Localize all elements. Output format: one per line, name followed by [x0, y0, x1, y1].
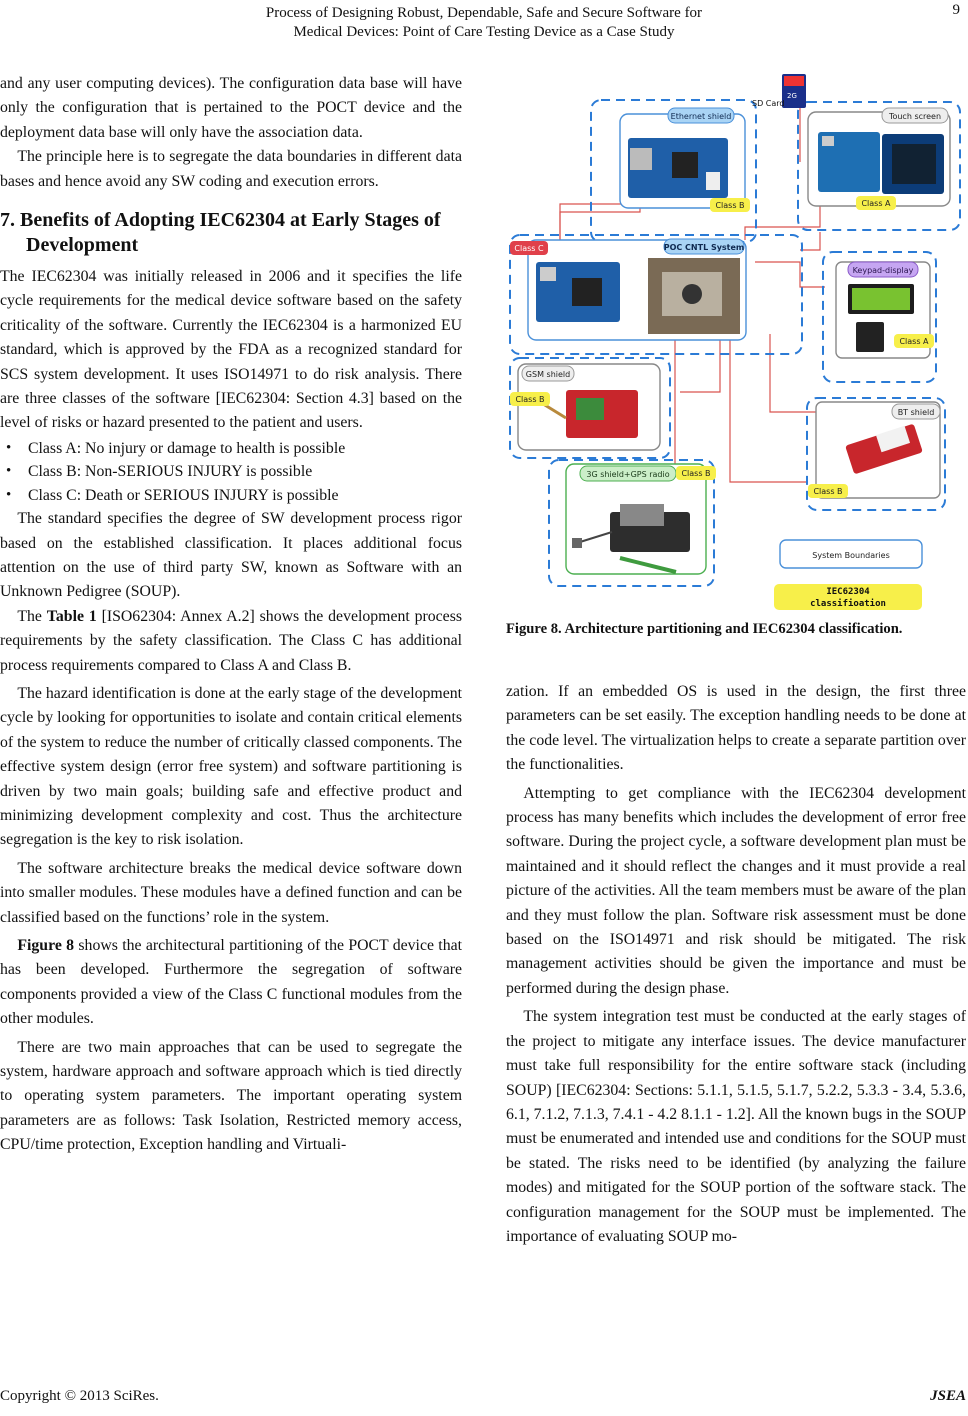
tag-3g: 3G shield+GPS radio: [586, 470, 670, 479]
paragraph: There are two main approaches that can be used to segregate the system, hardware approach and software approach which is tied directly to operating system parameters. The important operating system parameters are as follows: Task Isolation, Restricted memory access, CPU/time protection, Exception handling and Virtuali-: [0, 1038, 462, 1154]
tag-keypad: Keypad-display: [852, 266, 914, 275]
figure-caption: Figure 8. Architecture partitioning and IEC62304 classification.: [506, 621, 903, 637]
architecture-diagram: [500, 72, 966, 614]
ethernet-board: [628, 138, 728, 198]
lcd-screen: [852, 288, 910, 310]
list-item: • Class B: Non-SERIOUS INJURY is possible: [0, 460, 462, 483]
classification-legend: [774, 584, 922, 610]
tag-gsm: GSM shield: [525, 370, 571, 379]
list-item: • Class A: No injury or damage to health is possible: [0, 437, 462, 460]
sd-card-label: [784, 76, 804, 86]
paragraph: zation. If an embedded OS is used in the design, the first three parameters can be set easily. The exception handling needs to be done at the code level. The virtualization helps to create a separate partition over the functionalities.: [506, 683, 966, 774]
figure-reference[interactable]: Figure 8: [17, 937, 75, 954]
class-tag-poc: Class C: [514, 244, 544, 253]
list-item: • Class C: Death or SERIOUS INJURY is possible: [0, 484, 462, 507]
tag-ethernet: Ethernet shield: [670, 112, 732, 121]
usb-port: [822, 136, 834, 146]
table-reference[interactable]: Table 1: [46, 607, 97, 625]
class-tag-3g: Class B: [681, 469, 711, 478]
header-title-line-2: Medical Devices: Point of Care Testing Device as a Case Study: [293, 24, 675, 40]
gps-antenna: [572, 538, 582, 548]
right-column: [506, 680, 966, 1249]
class-tag-gsm: Class B: [515, 395, 545, 404]
usb-port: [540, 267, 556, 281]
touch-panel: [892, 144, 936, 184]
class-tag-touch: Class A: [861, 199, 891, 208]
paragraph: [0, 605, 462, 678]
chip: [572, 278, 602, 306]
tag-bt: BT shield: [897, 408, 935, 417]
sd-slot: [706, 172, 720, 190]
poc-instrument-lens: [682, 284, 702, 304]
class-list: [0, 437, 462, 507]
architecture-figure: [500, 72, 966, 614]
tag-touch: Touch screen: [888, 112, 942, 121]
text-run: [ISO62304: Annex A.2] shows the development process requirements by the safety classification. The Class C has additional process requirements compared to Class A and Class B.: [0, 607, 462, 674]
paragraph: Attempting to get compliance with the IEC62304 development process has many benefits which includes the development of error free software. During the project cycle, a software development plan must be maintained and it should reflect the changes and it must provide a real picture of the activities. All the team members must be aware of the plan and they must follow the plan. Software risk assessment must be done based on the ISO14971 and risk should be mitigated. The risk management activities should be given the importance and must be performed during the design phase.: [506, 784, 966, 997]
paragraph: The software architecture breaks the medical device software down into smaller modules. These modules have a defined function and can be classified based on the functions’ role in the system.: [0, 859, 462, 926]
rj45-port: [630, 148, 652, 170]
paragraph: The principle here is to segregate the data boundaries in different data bases and hence avoid any SW coding and execution errors.: [0, 148, 462, 190]
class-tag-keypad: Class A: [899, 337, 929, 346]
copyright: Copyright © 2013 SciRes.: [0, 1388, 159, 1404]
left-column: [0, 72, 462, 1158]
paragraph: The IEC62304 was initially released in 2006 and it specifies the life cycle requirements for the medical device software based on the safety criticality of the software. Currently the IEC62304 is a harmonized EU standard, which is approved by the FDA as a recognized standard for SCS system development. It uses ISO14971 to do risk analysis. There are three classes of the software [IEC62304: Section 4.3] based on the level of risks or hazard presented to the patient and users.: [0, 268, 462, 432]
gps-module: [620, 504, 664, 526]
class-tag-ethernet: Class B: [715, 201, 745, 210]
sd-card-size: 2G: [787, 92, 797, 100]
header-title-line-1: Process of Designing Robust, Dependable, Safe and Secure Software for: [265, 5, 703, 21]
running-header: [0, 0, 968, 48]
journal-name: JSEA: [930, 1388, 966, 1404]
classification-legend-line2: classifioation: [810, 599, 886, 609]
paragraph: The standard specifies the degree of SW development process rigor based on the established classification. It places additional focus attention on the use of third party SW, known as Software with an Unknown Pedigree (SOUP).: [0, 510, 462, 601]
tag-sd-card: SD Card: [752, 99, 785, 108]
section-heading: 7. Benefits of Adopting IEC62304 at Early Stages of Development: [0, 209, 441, 257]
text-run: The: [17, 607, 47, 625]
text-run: shows the architectural partitioning of the POCT device that has been developed. Furthermore the segregation of software components provided a view of the Class C functional modules from the other modules.: [0, 937, 462, 1028]
paragraph: and any user computing devices). The configuration data base will have only the configuration that is pertained to the POCT device and the deployment data base will only have the association data.: [0, 75, 462, 141]
sd-card: [782, 74, 806, 108]
paragraph: The hazard identification is done at the early stage of the development cycle by looking for opportunities to isolate and contain critical elements of the system to reduce the number of critically classed components. The effective system design (error free system) and software partitioning is driven by two main goals; building safe and effective product and minimizing development complexity and cost. Thus the architecture segregation is the key to risk isolation.: [0, 684, 462, 849]
gsm-module: [576, 398, 604, 420]
class-tag-bt: Class B: [813, 487, 843, 496]
header-title: [0, 4, 968, 42]
keypad: [856, 322, 884, 352]
classification-legend-line1: IEC62304: [826, 587, 870, 597]
page-number: 9: [952, 2, 960, 18]
tag-poc: POC CNTL System: [663, 243, 745, 252]
paragraph: [0, 934, 462, 1032]
paragraph: The system integration test must be conducted at the early stages of the project to mitigate any interface issues. The device manufacturer must take full responsibility for the entire software stack (including SOUP) [IEC62304: Sections: 5.1.1, 5.1.5, 5.1.7, 5.2.2, 5.3.3 - 3.4, 5.3.6, 6.1, 7.1.2, 7.1.3, 7.4.1 - 4.2 8.1.1 - 1.2]. All the known bugs in the SOUP must be enumerated and intended use and conditions for the SOUP must be stated. The risks need to be identified (by analyzing the failure modes) and mitigated for the SOUP portion of the software stack. The configuration management for the SOUP must be implemented. The importance of evaluating SOUP mo-: [506, 1008, 966, 1245]
tag-system-boundaries: System Boundaries: [812, 551, 890, 560]
chip: [672, 152, 698, 178]
